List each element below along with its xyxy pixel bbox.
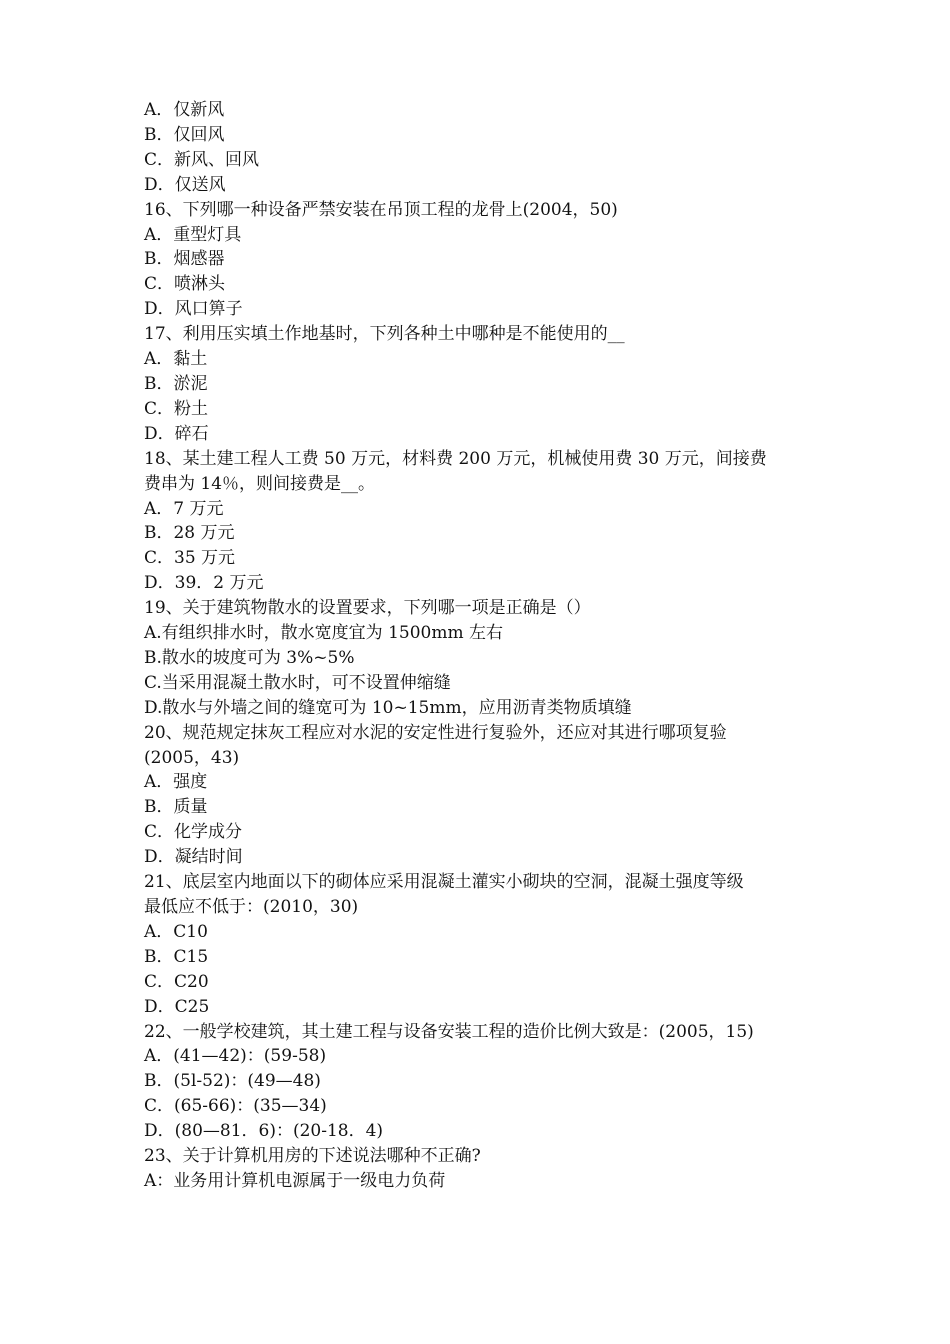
text-line: D.散水与外墙之间的缝宽可为 10~15mm，应用沥青类物质填缝 xyxy=(144,697,632,718)
text-line: B．仅回风 xyxy=(144,124,225,145)
text-line: A：业务用计算机电源属于一级电力负荷 xyxy=(144,1170,446,1191)
text-line: C．化学成分 xyxy=(144,822,243,843)
text-line: D．C25 xyxy=(144,996,210,1017)
text-line: D．仅送风 xyxy=(144,174,226,195)
text-line: B．(5l-52)：(49—48) xyxy=(144,1071,321,1092)
text-line: B．淤泥 xyxy=(144,373,208,394)
text-line: C.当采用混凝土散水时，可不设置伸缩缝 xyxy=(144,672,451,693)
question-19: 19、关于建筑物散水的设置要求，下列哪一项是正确是（） xyxy=(144,598,591,619)
question-21: 21、底层室内地面以下的砌体应采用混凝土灌实小砌块的空洞，混凝土强度等级 xyxy=(144,872,744,893)
text-line: C．粉土 xyxy=(144,398,209,419)
question-17: 17、利用压实填土作地基时，下列各种土中哪种是不能使用的__ xyxy=(144,324,625,345)
text-line: C．(65-66)：(35—34) xyxy=(144,1096,327,1117)
text-line: C．35 万元 xyxy=(144,548,236,569)
question-16: 16、下列哪一种设备严禁安装在吊顶工程的龙骨上(2004，50) xyxy=(144,199,618,220)
text-line: A．C10 xyxy=(144,921,208,942)
document-page xyxy=(144,98,824,1194)
text-line: C．新风、回风 xyxy=(144,149,260,170)
text-line: A．(41—42)：(59-58) xyxy=(144,1046,327,1067)
text-line: D．风口箅子 xyxy=(144,299,243,320)
text-line: 费串为 14％，则间接费是__。 xyxy=(144,473,376,494)
text-line: A．仅新风 xyxy=(144,100,225,120)
text-line: B．C15 xyxy=(144,946,209,967)
question-18: 18、某土建工程人工费 50 万元，材料费 200 万元，机械使用费 30 万元，间接费 xyxy=(144,448,767,469)
text-line: D．39．2 万元 xyxy=(144,573,264,594)
text-line: A.有组织排水时，散水宽度宜为 1500mm 左右 xyxy=(144,623,503,644)
text-line: C．喷淋头 xyxy=(144,274,226,295)
text-line: 最低应不低于：(2010，30) xyxy=(144,897,359,917)
text-line: (2005，43) xyxy=(144,747,240,768)
text-line: A．7 万元 xyxy=(144,498,224,519)
text-line: B．烟感器 xyxy=(144,249,225,270)
question-22: 22、一般学校建筑，其土建工程与设备安装工程的造价比例大致是：(2005，15) xyxy=(144,1021,754,1042)
question-20: 20、规范规定抹灰工程应对水泥的安定性进行复验外，还应对其进行哪项复验 xyxy=(144,722,727,743)
text-line: B.散水的坡度可为 3%~5% xyxy=(144,647,355,668)
text-line: D．(80—81．6)：(20-18．4) xyxy=(144,1121,384,1142)
text-line: D．碎石 xyxy=(144,423,209,444)
text-line: B．质量 xyxy=(144,797,208,818)
text-line: C．C20 xyxy=(144,971,209,992)
text-line: A．黏土 xyxy=(144,349,208,370)
text-line: D．凝结时间 xyxy=(144,847,243,868)
text-line: A．重型灯具 xyxy=(144,224,242,245)
question-23: 23、关于计算机用房的下述说法哪种不正确? xyxy=(144,1146,481,1167)
text-line: B．28 万元 xyxy=(144,523,235,544)
text-line: A．强度 xyxy=(144,772,208,793)
